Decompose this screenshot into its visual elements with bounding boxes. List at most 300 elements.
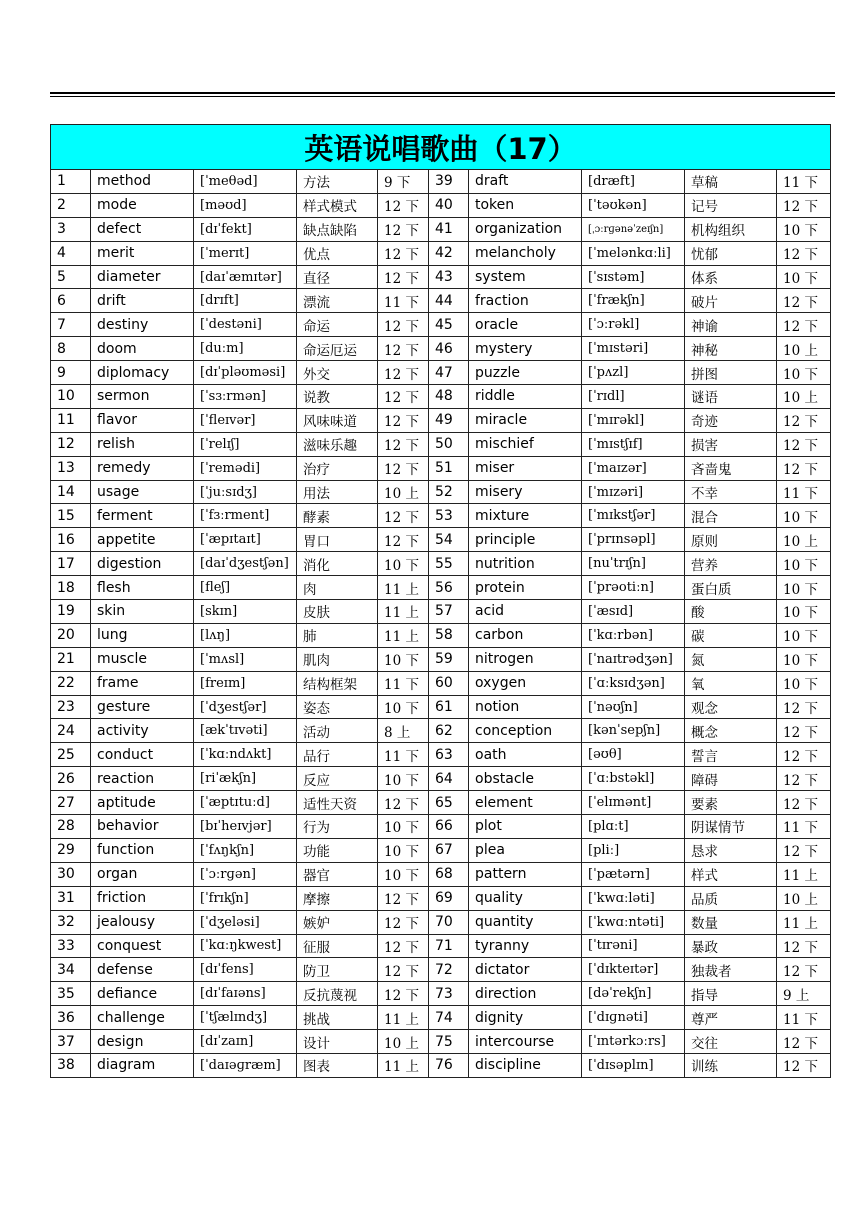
entry-meaning: 缺点缺陷 (297, 217, 378, 241)
entry-number: 13 (51, 456, 91, 480)
entry-number: 65 (429, 791, 469, 815)
entry-phonetic: [ˈpʌzl] (582, 361, 685, 385)
entry-meaning: 肺 (297, 623, 378, 647)
entry-meaning: 神秘 (685, 337, 777, 361)
entry-meaning: 样式模式 (297, 193, 378, 217)
entry-number: 72 (429, 958, 469, 982)
table-row (51, 886, 831, 910)
entry-grade: 10 下 (378, 862, 429, 886)
entry-number: 16 (51, 528, 91, 552)
table-row (51, 1030, 831, 1054)
entry-grade: 10 下 (777, 647, 831, 671)
entry-number: 28 (51, 815, 91, 839)
entry-word: discipline (469, 1053, 582, 1077)
entry-number: 63 (429, 743, 469, 767)
entry-phonetic: [fleʃ] (194, 576, 297, 600)
entry-phonetic: [ˈɔːrɡən] (194, 862, 297, 886)
entry-phonetic: [ˈtʃælɪndʒ] (194, 1006, 297, 1030)
entry-grade: 12 下 (378, 958, 429, 982)
entry-phonetic: [nuˈtrɪʃn] (582, 552, 685, 576)
entry-word: oracle (469, 313, 582, 337)
entry-grade: 10 下 (777, 217, 831, 241)
entry-number: 2 (51, 193, 91, 217)
entry-word: sermon (91, 385, 194, 409)
entry-word: element (469, 791, 582, 815)
entry-phonetic: [məʊd] (194, 193, 297, 217)
entry-word: skin (91, 600, 194, 624)
entry-phonetic: [ˈæsɪd] (582, 600, 685, 624)
entry-meaning: 结构框架 (297, 671, 378, 695)
entry-grade: 12 下 (777, 1030, 831, 1054)
entry-meaning: 暴政 (685, 934, 777, 958)
entry-word: dictator (469, 958, 582, 982)
entry-meaning: 治疗 (297, 456, 378, 480)
entry-meaning: 数量 (685, 910, 777, 934)
entry-number: 26 (51, 767, 91, 791)
entry-phonetic: [ˈmɪzəri] (582, 480, 685, 504)
entry-grade: 10 下 (777, 600, 831, 624)
entry-phonetic: [ˈfɜːrment] (194, 504, 297, 528)
entry-number: 55 (429, 552, 469, 576)
entry-word: nutrition (469, 552, 582, 576)
entry-number: 3 (51, 217, 91, 241)
entry-number: 58 (429, 623, 469, 647)
entry-meaning: 誓言 (685, 743, 777, 767)
entry-grade: 12 下 (378, 910, 429, 934)
entry-grade: 12 下 (777, 193, 831, 217)
table-row (51, 671, 831, 695)
entry-phonetic: [ˈfrækʃn] (582, 289, 685, 313)
entry-phonetic: [ˈɪntərkɔːrs] (582, 1030, 685, 1054)
entry-meaning: 观念 (685, 695, 777, 719)
entry-grade: 12 下 (378, 241, 429, 265)
entry-phonetic: [ˈkɑːndʌkt] (194, 743, 297, 767)
table-row (51, 193, 831, 217)
entry-grade: 12 下 (378, 432, 429, 456)
entry-number: 61 (429, 695, 469, 719)
entry-number: 15 (51, 504, 91, 528)
entry-number: 35 (51, 982, 91, 1006)
entry-number: 23 (51, 695, 91, 719)
entry-word: direction (469, 982, 582, 1006)
table-row (51, 480, 831, 504)
entry-number: 21 (51, 647, 91, 671)
table-row (51, 838, 831, 862)
table-row (51, 170, 831, 194)
entry-grade: 11 上 (777, 862, 831, 886)
entry-meaning: 碳 (685, 623, 777, 647)
entry-word: oxygen (469, 671, 582, 695)
entry-number: 75 (429, 1030, 469, 1054)
entry-word: doom (91, 337, 194, 361)
entry-word: token (469, 193, 582, 217)
table-row (51, 647, 831, 671)
entry-number: 49 (429, 408, 469, 432)
entry-word: jealousy (91, 910, 194, 934)
entry-meaning: 品行 (297, 743, 378, 767)
entry-grade: 12 下 (378, 886, 429, 910)
entry-number: 39 (429, 170, 469, 194)
entry-number: 4 (51, 241, 91, 265)
entry-word: mixture (469, 504, 582, 528)
entry-grade: 11 上 (378, 623, 429, 647)
top-rule (50, 92, 835, 94)
entry-number: 52 (429, 480, 469, 504)
entry-grade: 12 下 (777, 791, 831, 815)
entry-grade: 10 下 (378, 815, 429, 839)
entry-word: organization (469, 217, 582, 241)
entry-number: 14 (51, 480, 91, 504)
entry-meaning: 防卫 (297, 958, 378, 982)
entry-grade: 10 下 (378, 647, 429, 671)
entry-number: 67 (429, 838, 469, 862)
table-row (51, 432, 831, 456)
entry-word: frame (91, 671, 194, 695)
entry-phonetic: [ˈfrɪkʃn] (194, 886, 297, 910)
entry-phonetic: [ˈɑːbstəkl] (582, 767, 685, 791)
entry-grade: 11 下 (378, 671, 429, 695)
entry-word: fraction (469, 289, 582, 313)
entry-word: diagram (91, 1053, 194, 1077)
entry-grade: 8 上 (378, 719, 429, 743)
entry-number: 66 (429, 815, 469, 839)
table-row (51, 385, 831, 409)
entry-meaning: 指导 (685, 982, 777, 1006)
entry-grade: 11 下 (777, 170, 831, 194)
entry-number: 33 (51, 934, 91, 958)
entry-word: lung (91, 623, 194, 647)
table-row (51, 910, 831, 934)
entry-grade: 10 下 (378, 767, 429, 791)
entry-number: 9 (51, 361, 91, 385)
entry-word: digestion (91, 552, 194, 576)
entry-meaning: 图表 (297, 1053, 378, 1077)
entry-phonetic: [daɪˈdʒestʃən] (194, 552, 297, 576)
entry-meaning: 功能 (297, 838, 378, 862)
entry-word: quantity (469, 910, 582, 934)
entry-grade: 12 下 (777, 432, 831, 456)
entry-meaning: 命运 (297, 313, 378, 337)
entry-meaning: 混合 (685, 504, 777, 528)
entry-grade: 11 上 (378, 1006, 429, 1030)
table-row (51, 982, 831, 1006)
entry-word: pattern (469, 862, 582, 886)
entry-meaning: 肉 (297, 576, 378, 600)
entry-word: organ (91, 862, 194, 886)
table-row (51, 791, 831, 815)
entry-meaning: 氧 (685, 671, 777, 695)
entry-phonetic: [ˈfʌŋkʃn] (194, 838, 297, 862)
entry-number: 50 (429, 432, 469, 456)
entry-word: conquest (91, 934, 194, 958)
entry-phonetic: [daɪˈæmɪtər] (194, 265, 297, 289)
entry-meaning: 训练 (685, 1053, 777, 1077)
entry-grade: 11 下 (378, 743, 429, 767)
entry-word: defiance (91, 982, 194, 1006)
table-row (51, 337, 831, 361)
entry-word: intercourse (469, 1030, 582, 1054)
entry-grade: 12 下 (378, 193, 429, 217)
entry-number: 44 (429, 289, 469, 313)
entry-grade: 12 下 (378, 504, 429, 528)
entry-phonetic: [ˈpætərn] (582, 862, 685, 886)
entry-number: 54 (429, 528, 469, 552)
entry-grade: 9 下 (378, 170, 429, 194)
entry-number: 60 (429, 671, 469, 695)
entry-number: 45 (429, 313, 469, 337)
entry-word: mischief (469, 432, 582, 456)
entry-phonetic: [freɪm] (194, 671, 297, 695)
entry-phonetic: [ˌɔːrɡənəˈzeɪʃn] (582, 217, 685, 241)
table-row (51, 815, 831, 839)
table-row (51, 934, 831, 958)
entry-number: 11 (51, 408, 91, 432)
entry-word: challenge (91, 1006, 194, 1030)
entry-number: 36 (51, 1006, 91, 1030)
entry-phonetic: [ˈɔːrəkl] (582, 313, 685, 337)
entry-word: behavior (91, 815, 194, 839)
entry-meaning: 损害 (685, 432, 777, 456)
entry-word: misery (469, 480, 582, 504)
entry-phonetic: [dɪˈfaɪəns] (194, 982, 297, 1006)
entry-word: mystery (469, 337, 582, 361)
entry-word: flavor (91, 408, 194, 432)
entry-meaning: 行为 (297, 815, 378, 839)
entry-number: 10 (51, 385, 91, 409)
entry-meaning: 草稿 (685, 170, 777, 194)
entry-word: appetite (91, 528, 194, 552)
entry-word: system (469, 265, 582, 289)
entry-meaning: 品质 (685, 886, 777, 910)
entry-number: 62 (429, 719, 469, 743)
entry-word: quality (469, 886, 582, 910)
entry-meaning: 风味味道 (297, 408, 378, 432)
entry-phonetic: [ˈsɪstəm] (582, 265, 685, 289)
entry-meaning: 恳求 (685, 838, 777, 862)
entry-number: 73 (429, 982, 469, 1006)
entry-grade: 11 下 (777, 1006, 831, 1030)
entry-number: 41 (429, 217, 469, 241)
entry-word: plea (469, 838, 582, 862)
entry-phonetic: [ˈmɪstʃɪf] (582, 432, 685, 456)
entry-number: 34 (51, 958, 91, 982)
entry-meaning: 征服 (297, 934, 378, 958)
entry-meaning: 优点 (297, 241, 378, 265)
entry-phonetic: [ˈɑːksɪdʒən] (582, 671, 685, 695)
table-row (51, 695, 831, 719)
table-row (51, 552, 831, 576)
entry-word: oath (469, 743, 582, 767)
entry-phonetic: [ˈjuːsɪdʒ] (194, 480, 297, 504)
entry-grade: 12 下 (378, 456, 429, 480)
entry-grade: 12 下 (777, 958, 831, 982)
entry-meaning: 反抗蔑视 (297, 982, 378, 1006)
entry-meaning: 胃口 (297, 528, 378, 552)
entry-word: relish (91, 432, 194, 456)
entry-meaning: 记号 (685, 193, 777, 217)
entry-grade: 12 下 (378, 934, 429, 958)
top-rule-thin (50, 96, 835, 97)
entry-number: 74 (429, 1006, 469, 1030)
entry-meaning: 漂流 (297, 289, 378, 313)
entry-number: 5 (51, 265, 91, 289)
table-row (51, 408, 831, 432)
table-row (51, 623, 831, 647)
entry-phonetic: [ˈmeθəd] (194, 170, 297, 194)
entry-phonetic: [ˈdɪkteɪtər] (582, 958, 685, 982)
entry-phonetic: [kənˈsepʃn] (582, 719, 685, 743)
entry-meaning: 要素 (685, 791, 777, 815)
entry-meaning: 神谕 (685, 313, 777, 337)
entry-grade: 10 下 (777, 504, 831, 528)
table-row (51, 1006, 831, 1030)
entry-number: 51 (429, 456, 469, 480)
entry-number: 12 (51, 432, 91, 456)
entry-phonetic: [ˈremədi] (194, 456, 297, 480)
entry-number: 24 (51, 719, 91, 743)
entry-number: 71 (429, 934, 469, 958)
entry-word: miracle (469, 408, 582, 432)
entry-meaning: 皮肤 (297, 600, 378, 624)
entry-word: tyranny (469, 934, 582, 958)
entry-grade: 12 下 (378, 408, 429, 432)
entry-word: notion (469, 695, 582, 719)
entry-word: design (91, 1030, 194, 1054)
entry-phonetic: [ˈtəʊkən] (582, 193, 685, 217)
entry-phonetic: [ˈelɪmənt] (582, 791, 685, 815)
table-row (51, 576, 831, 600)
entry-number: 19 (51, 600, 91, 624)
entry-grade: 12 下 (777, 838, 831, 862)
entry-grade: 10 下 (777, 552, 831, 576)
entry-number: 68 (429, 862, 469, 886)
entry-phonetic: [ˈsɜːrmən] (194, 385, 297, 409)
entry-word: activity (91, 719, 194, 743)
entry-number: 30 (51, 862, 91, 886)
entry-phonetic: [dɪˈpləʊməsi] (194, 361, 297, 385)
entry-grade: 12 下 (777, 767, 831, 791)
entry-word: ferment (91, 504, 194, 528)
entry-word: draft (469, 170, 582, 194)
entry-meaning: 滋味乐趣 (297, 432, 378, 456)
entry-number: 46 (429, 337, 469, 361)
entry-meaning: 器官 (297, 862, 378, 886)
page-title: 英语说唱歌曲（17） (51, 125, 831, 170)
entry-meaning: 拼图 (685, 361, 777, 385)
entry-grade: 10 下 (378, 695, 429, 719)
entry-grade: 12 下 (777, 743, 831, 767)
entry-grade: 12 下 (378, 217, 429, 241)
entry-phonetic: [ˈmelənkɑːli] (582, 241, 685, 265)
table-row (51, 289, 831, 313)
entry-phonetic: [ˈkwɑːntəti] (582, 910, 685, 934)
entry-grade: 10 下 (378, 552, 429, 576)
entry-grade: 12 下 (777, 456, 831, 480)
entry-word: defect (91, 217, 194, 241)
entry-phonetic: [lʌŋ] (194, 623, 297, 647)
entry-meaning: 设计 (297, 1030, 378, 1054)
entry-number: 31 (51, 886, 91, 910)
entry-meaning: 姿态 (297, 695, 378, 719)
entry-word: dignity (469, 1006, 582, 1030)
entry-meaning: 用法 (297, 480, 378, 504)
vocabulary-rows (51, 170, 831, 1078)
entry-word: mode (91, 193, 194, 217)
entry-number: 59 (429, 647, 469, 671)
table-row (51, 767, 831, 791)
table-row (51, 456, 831, 480)
entry-number: 29 (51, 838, 91, 862)
entry-word: diameter (91, 265, 194, 289)
entry-number: 37 (51, 1030, 91, 1054)
entry-grade: 9 上 (777, 982, 831, 1006)
entry-phonetic: [ækˈtɪvəti] (194, 719, 297, 743)
entry-meaning: 直径 (297, 265, 378, 289)
entry-phonetic: [əʊθ] (582, 743, 685, 767)
entry-grade: 10 上 (777, 886, 831, 910)
entry-word: method (91, 170, 194, 194)
entry-grade: 12 下 (777, 241, 831, 265)
entry-grade: 10 下 (777, 576, 831, 600)
entry-phonetic: [dɪˈzaɪn] (194, 1030, 297, 1054)
entry-word: remedy (91, 456, 194, 480)
entry-meaning: 尊严 (685, 1006, 777, 1030)
entry-grade: 10 下 (777, 265, 831, 289)
entry-number: 27 (51, 791, 91, 815)
entry-word: defense (91, 958, 194, 982)
table-row (51, 504, 831, 528)
entry-grade: 10 下 (777, 671, 831, 695)
entry-word: melancholy (469, 241, 582, 265)
entry-word: muscle (91, 647, 194, 671)
entry-grade: 12 下 (777, 313, 831, 337)
entry-phonetic: [duːm] (194, 337, 297, 361)
entry-grade: 11 下 (777, 480, 831, 504)
entry-word: conduct (91, 743, 194, 767)
entry-phonetic: [ˈnaɪtrədʒən] (582, 647, 685, 671)
entry-word: nitrogen (469, 647, 582, 671)
entry-number: 40 (429, 193, 469, 217)
entry-phonetic: [ˈdʒestʃər] (194, 695, 297, 719)
entry-number: 25 (51, 743, 91, 767)
entry-meaning: 蛋白质 (685, 576, 777, 600)
entry-meaning: 障碍 (685, 767, 777, 791)
entry-phonetic: [ˈmɪkstʃər] (582, 504, 685, 528)
entry-grade: 12 下 (777, 289, 831, 313)
entry-word: principle (469, 528, 582, 552)
entry-number: 76 (429, 1053, 469, 1077)
entry-meaning: 酵素 (297, 504, 378, 528)
entry-number: 69 (429, 886, 469, 910)
entry-phonetic: [ˈrelɪʃ] (194, 432, 297, 456)
entry-grade: 12 下 (378, 361, 429, 385)
entry-meaning: 吝啬鬼 (685, 456, 777, 480)
entry-phonetic: [dræft] (582, 170, 685, 194)
entry-word: carbon (469, 623, 582, 647)
entry-number: 20 (51, 623, 91, 647)
table-row (51, 862, 831, 886)
entry-word: diplomacy (91, 361, 194, 385)
table-row (51, 719, 831, 743)
entry-meaning: 酸 (685, 600, 777, 624)
entry-phonetic: [ˈmʌsl] (194, 647, 297, 671)
entry-meaning: 适性天资 (297, 791, 378, 815)
entry-phonetic: [ˈtɪrəni] (582, 934, 685, 958)
table-row (51, 217, 831, 241)
entry-phonetic: [ˈmaɪzər] (582, 456, 685, 480)
entry-grade: 12 下 (378, 337, 429, 361)
entry-meaning: 交往 (685, 1030, 777, 1054)
